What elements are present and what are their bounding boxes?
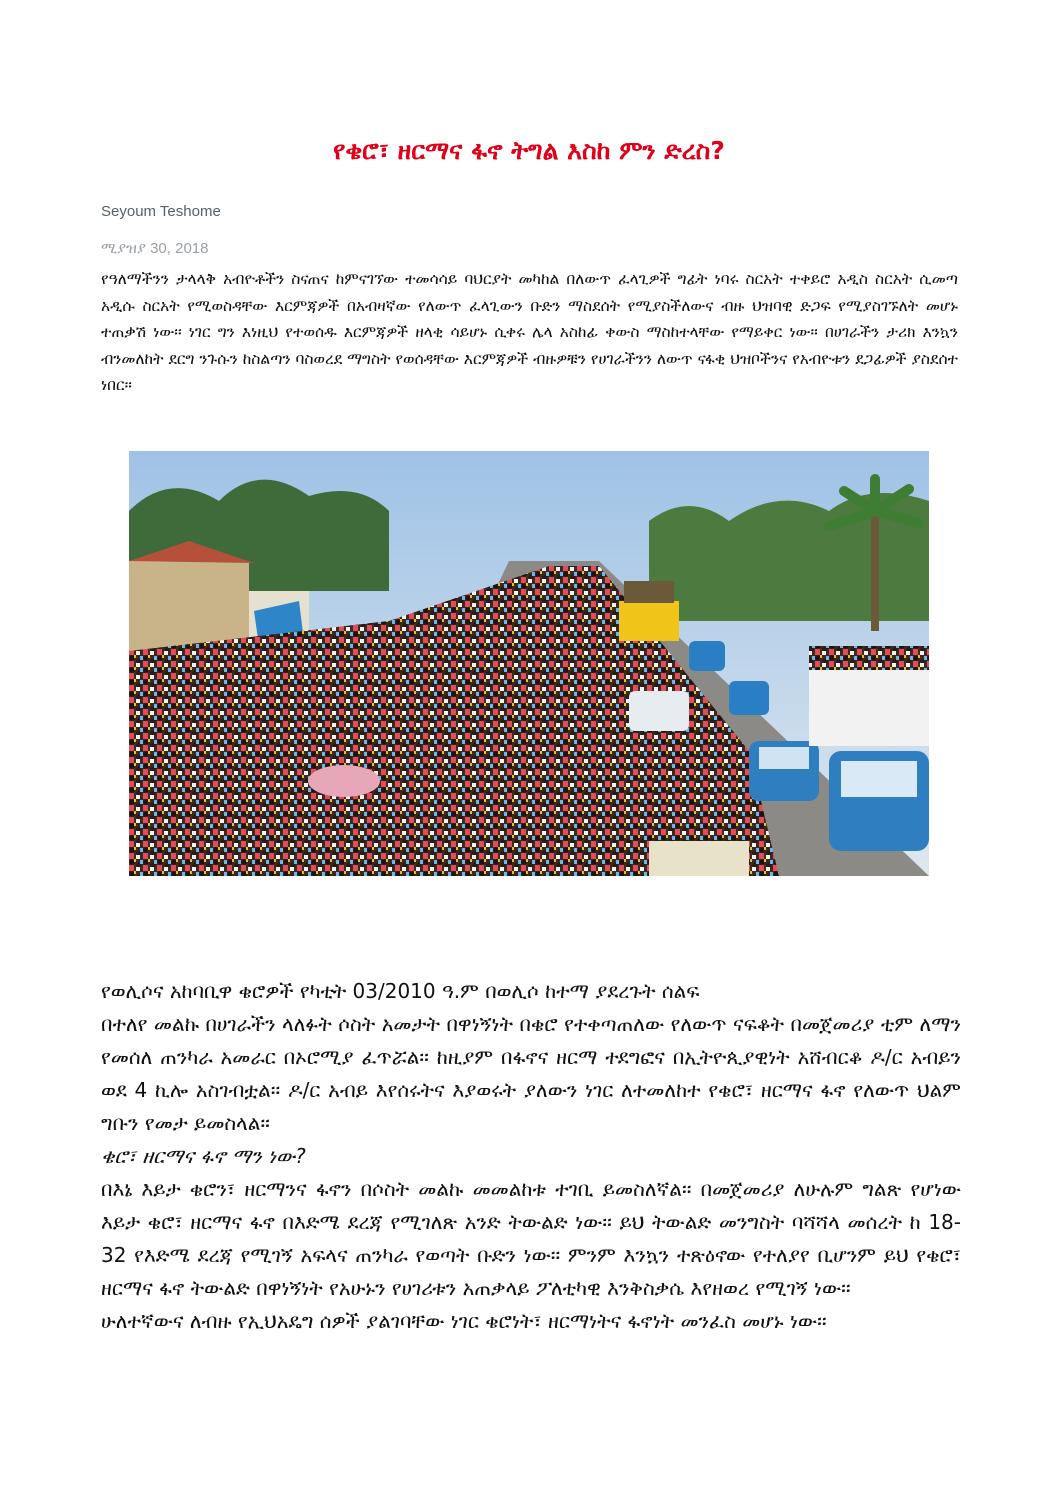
crowd-photo-illustration <box>129 451 929 876</box>
article-body <box>101 975 961 1338</box>
author-name[interactable]: Seyoum Teshome <box>101 203 221 220</box>
crowd-photo <box>129 451 929 876</box>
section-heading: ቄሮ፣ ዘርማና ፋኖ ማን ነው? <box>101 1144 306 1168</box>
intro-paragraph <box>101 266 958 399</box>
body-paragraph-2: በእኔ እይታ ቄሮን፣ ዘርማንና ፋኖን በሶስት መልኩ መመልከቱ ተገቢ ይመስለኛል፡፡ በመጀመሪያ ለሁሉም ግልጽ የሆነው እይታ ቄሮ፣ ዘርማና ፋኖ በእድሜ ደረጃ የሚገለጽ አንድ ትውልድ ነው፡፡ ይህ ትውልድ መንግስት ባሻሻላ መሰረት ከ 18-32 የእድሜ ደረጃ የሚገኝ አፍላና ጠንካራ የወጣት ቡድን ነው፡፡ ምንም እንኳን ተጽዕኖው የተለያየ ቢሆንም ይህ የቄሮ፣ ዘርማና ፋኖ ትውልድ በዋነኝነት የአሁኑን የሀገሪቱን አጠቃላይ ፖለቲካዊ እንቅስቃሴ እየዘወረ የሚገኝ ነው፡፡ <box>101 1177 961 1300</box>
body-paragraph-1: በተለየ መልኩ በሀገራችን ላለፉት ሶስት አመታት በዋነኝነት በቄሮ የተቀጣጠለው የለውጥ ናፍቆት በመጀመሪያ ቲም ለማን የመሰለ ጠንካራ አመራር በኦሮሚያ ፈጥሯል፡፡ ከዚያም በፋኖና ዘርማ ተደግፎና በኢትዮጲያዊነት አሸብርቆ ዶ/ር አብይን ወደ 4 ኪሎ አስገብቷል፡፡ ዶ/ር አብይ እየሰሩትና እያወሩት ያለውን ነገር ለተመለከተ የቄሮ፣ ዘርማና ፋኖ የለውጥ ህልም ግቡን የመታ ይመስላል፡፡ <box>101 1012 961 1135</box>
photo-caption: የወሊሶና አከባቢዋ ቄሮዎች የካቲት 03/2010 ዓ.ም በወሊሶ ከተማ ያደረጉት ሰልፍ <box>101 979 700 1003</box>
publish-date: ሚያዝያ 30, 2018 <box>101 240 209 257</box>
article-title: የቄሮ፣ ዘርማና ፋኖ ትግል እስከ ምን ድረስ? <box>333 136 725 165</box>
intro-text: የዓለማችንን ታላላቅ አብዮቶችን ስናጠና ከምናገኘው ተመሳሳይ ባህርያት መካከል በለውጥ ፈላጊዎች ግፊት ነባሩ ስርአት ተቀይሮ አዲስ ስርአት ሲመጣ አዲሱ ስርአት የሚወስዳቸው እርምጃዎች በአብዛኛው የለውጥ ፈላጊውን ቡድን ማስደሰት የሚያስችለውና ብዙ ህዝባዊ ድጋፍ የሚያስገኙለት መሆኑ ተጠቃሽ ነው፡፡ ነገር ግን እነዚህ የተወሰዱ እርምጃዎች ዘላቂ ሳይሆኑ ሲቀሩ ሌላ አስከፊ ቀውስ ማስከተላቸው የማይቀር ነው፡፡ በሀገራችን ታሪክ እንኳን ብንመለከት ደርግ ንጉሱን ከስልጣን ባስወረደ ማግስት የወሰዳቸው እርምጃዎች ብዙዎቹን የሀገራችንን ለውጥ ናፋቂ ህዝቦችንና የአብዮቱን ደጋፊዎች ያስደሰተ ነበር፡፡ <box>101 270 958 394</box>
body-paragraph-3: ሁለተኛውና ለብዙ የኢህአዴግ ሰዎች ያልገባቸው ነገር ቄሮነት፣ ዘርማነትና ፋኖነት መንፈስ መሆኑ ነው፡፡ <box>101 1309 827 1333</box>
